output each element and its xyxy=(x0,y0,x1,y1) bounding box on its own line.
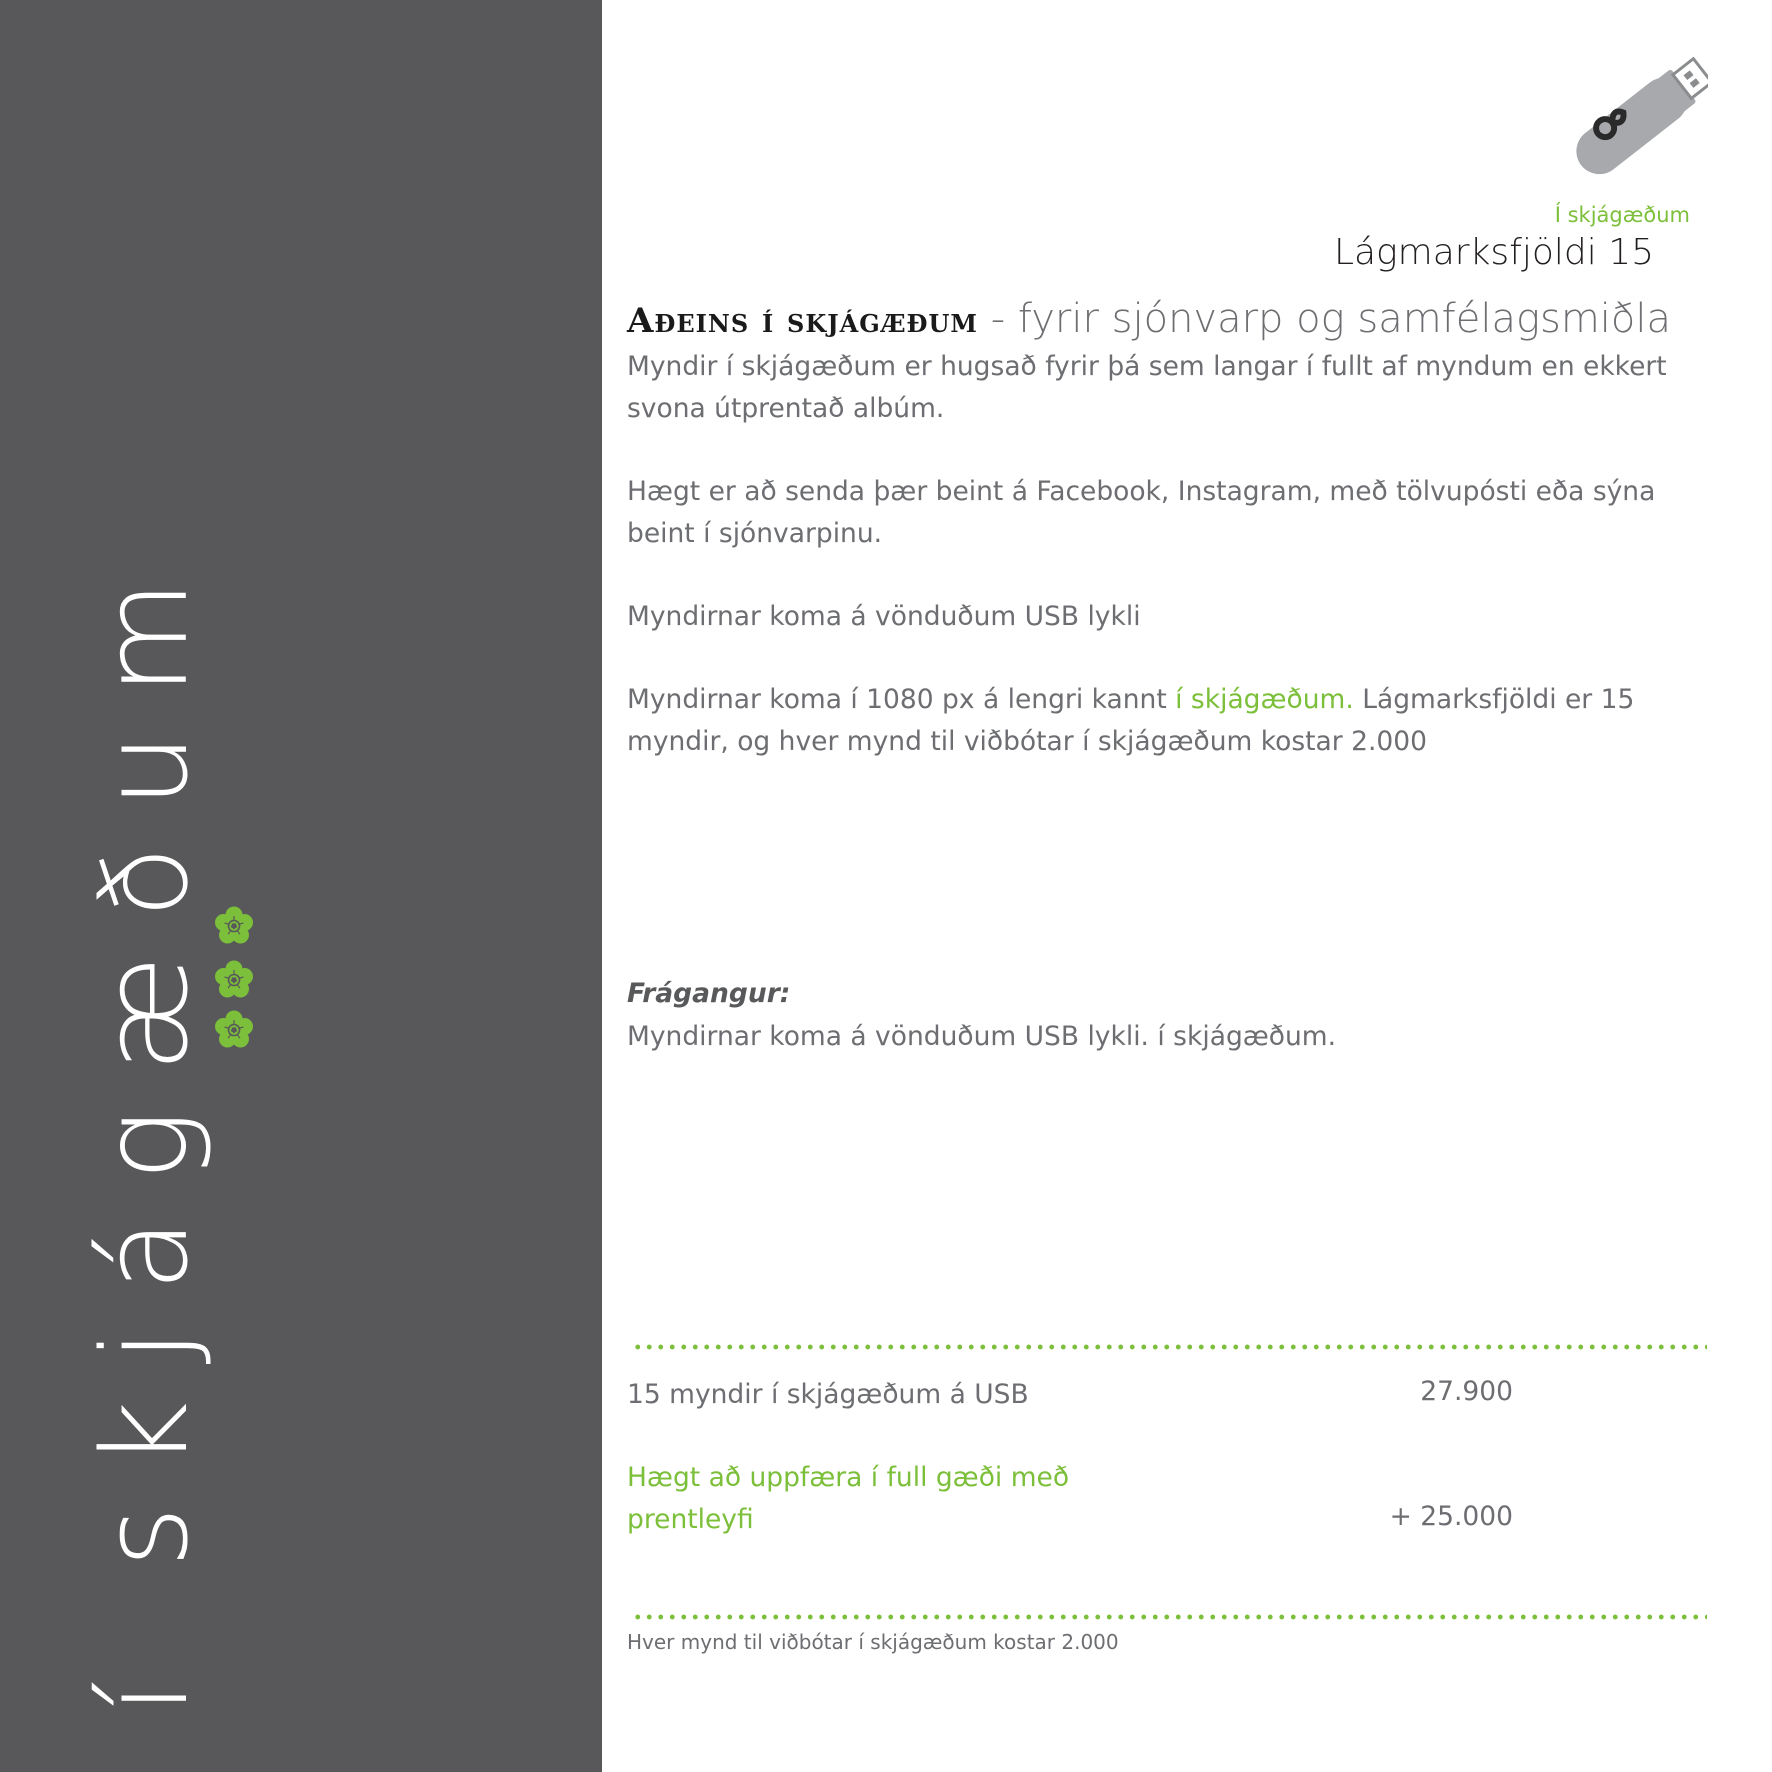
minimum-count: Lágmarksfjöldi 15 xyxy=(1333,232,1654,273)
resolution-text-end: Lágmarksfjöldi er 15 myndir, og hver mynd til viðbótar í skjágæðum kostar 2.000 xyxy=(627,684,1635,757)
brand-inline: í skjágæðum. xyxy=(1175,684,1354,715)
page-heading xyxy=(627,296,1707,342)
flower-icon xyxy=(214,906,254,946)
price-row-label: 15 myndir í skjágæðum á USB xyxy=(627,1379,1029,1410)
upgrade-row-label: Hægt að uppfæra í full gæði með prentleyfi xyxy=(627,1462,1070,1535)
price-row-value: 27.900 xyxy=(1420,1376,1513,1407)
paragraph-intro: Myndir í skjágæðum er hugsað fyrir þá sem langar í fullt af myndum en ekkert svona útprentað albúm. xyxy=(627,351,1667,424)
finish-label: Frágangur: xyxy=(627,978,791,1009)
upgrade-row-value: + 25.000 xyxy=(1389,1501,1513,1532)
paragraph-sharing: Hægt er að senda þær beint á Facebook, Instagram, með tölvupósti eða sýna beint í sjónvarpinu. xyxy=(627,476,1656,549)
vertical-title: í skjágæðum xyxy=(76,542,214,1714)
heading-subtitle: - fyrir sjónvarp og samfélagsmiðla xyxy=(978,296,1672,342)
paragraph-resolution xyxy=(627,679,1707,763)
sidebar-panel xyxy=(0,0,602,1772)
flower-icon xyxy=(214,1010,254,1050)
resolution-text: Myndirnar koma í 1080 px á lengri kannt xyxy=(627,684,1176,715)
dotted-divider xyxy=(632,1614,1707,1620)
paragraph-usb: Myndirnar koma á vönduðum USB lykli xyxy=(627,601,1141,632)
brand-label: Í skjágæðum xyxy=(1554,203,1690,227)
finish-text: Myndirnar koma á vönduðum USB lykli. í skjágæðum. xyxy=(627,1021,1337,1052)
footnote: Hver mynd til viðbótar í skjágæðum kostar 2.000 xyxy=(627,1630,1119,1654)
usb-drive-icon xyxy=(1568,56,1708,186)
flower-icon xyxy=(214,960,254,1000)
heading-strong: Aðeins í skjágæðum xyxy=(627,301,979,341)
dotted-divider xyxy=(632,1344,1707,1350)
